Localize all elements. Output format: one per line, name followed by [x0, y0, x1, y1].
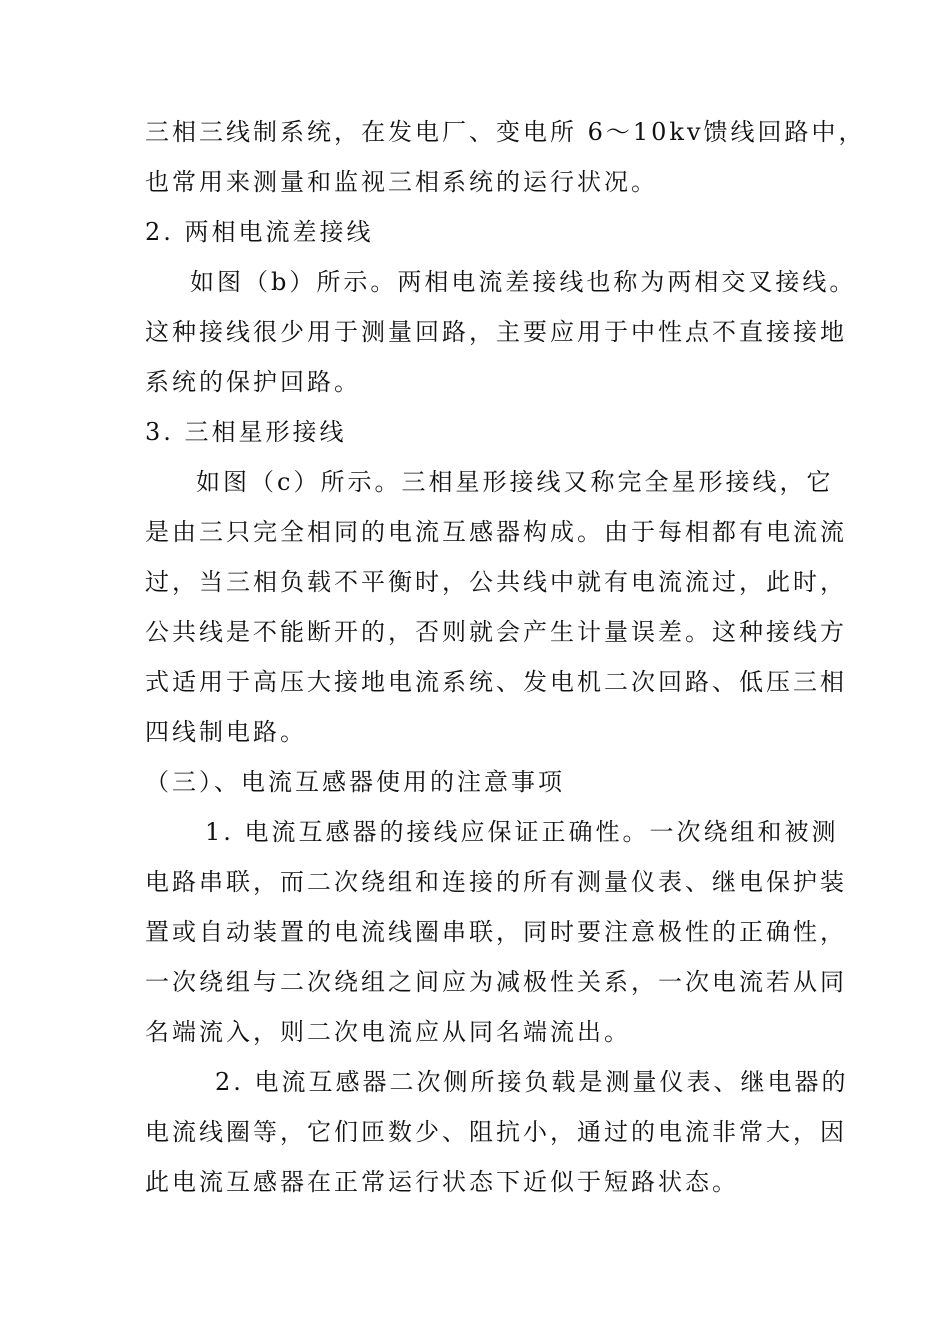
text-line: 如图（b）所示。两相电流差接线也称为两相交叉接线。 [190, 268, 857, 296]
text-line: 置或自动装置的电流线圈串联，同时要注意极性的正确性， [145, 918, 847, 946]
text-line: 四线制电路。 [145, 718, 307, 746]
section-heading: 2. 两相电流差接线 [145, 218, 374, 246]
section-heading: （三）、电流互感器使用的注意事项 [145, 768, 565, 796]
text-line: 电流线圈等，它们匝数少、阻抗小，通过的电流非常大，因 [145, 1118, 847, 1146]
text-line: 这种接线很少用于测量回路，主要应用于中性点不直接接地 [145, 318, 847, 346]
section-heading: 3. 三相星形接线 [145, 418, 347, 446]
text-line: 系统的保护回路。 [145, 368, 361, 396]
text-line: 2. 电流互感器二次侧所接负载是测量仪表、继电器的 [215, 1068, 849, 1096]
text-line: 是由三只完全相同的电流互感器构成。由于每相都有电流流 [145, 518, 847, 546]
text-line: 过，当三相负载不平衡时，公共线中就有电流流过，此时， [145, 568, 847, 596]
text-line: 电路串联，而二次绕组和连接的所有测量仪表、继电保护装 [145, 868, 847, 896]
text-line: 一次绕组与二次绕组之间应为减极性关系，一次电流若从同 [145, 968, 847, 996]
text-line: 名端流入，则二次电流应从同名端流出。 [145, 1018, 631, 1046]
text-line: 三相三线制系统，在发电厂、变电所 6～10kv馈线回路中， [145, 118, 866, 146]
text-line: 如图（c）所示。三相星形接线又称完全星形接线，它 [196, 468, 834, 496]
text-line: 公共线是不能断开的，否则就会产生计量误差。这种接线方 [145, 618, 847, 646]
text-line: 1. 电流互感器的接线应保证正确性。一次绕组和被测 [205, 818, 839, 846]
text-line: 式适用于高压大接地电流系统、发电机二次回路、低压三相 [145, 668, 847, 696]
text-line: 此电流互感器在正常运行状态下近似于短路状态。 [145, 1168, 739, 1196]
text-line: 也常用来测量和监视三相系统的运行状况。 [145, 168, 658, 196]
